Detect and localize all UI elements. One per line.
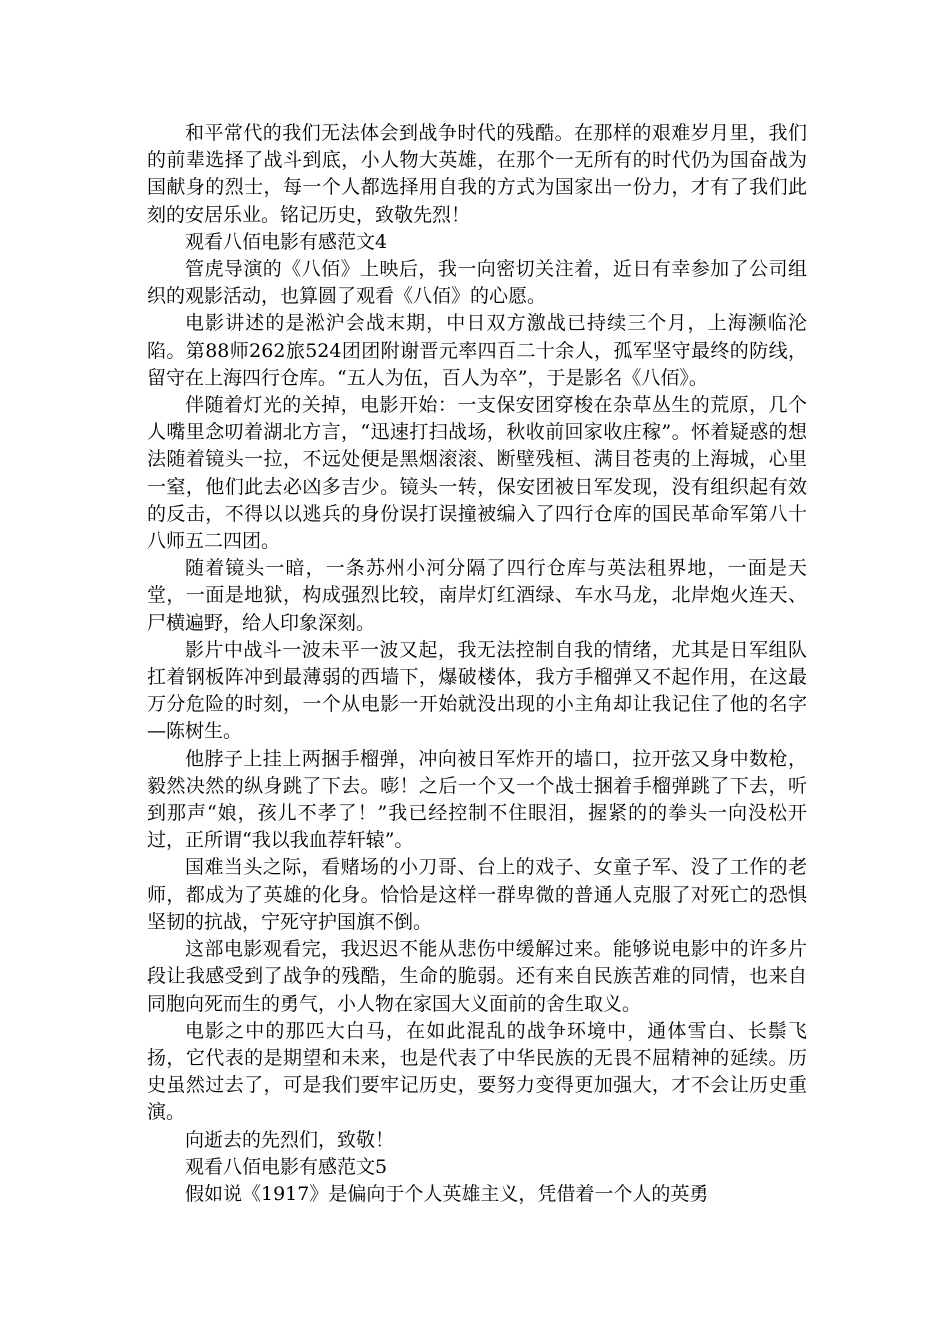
paragraph-reflection: 这部电影观看完，我迟迟不能从悲伤中缓解过来。能够说电影中的许多片段让我感受到了战争的残酷，生命的脆弱。还有来自民族苦难的同情，也来自同胞向死而生的勇气，小人物在家国大义面前的舍生取义。 [147, 938, 807, 1015]
paragraph-white-horse: 电影之中的那匹大白马，在如此混乱的战争环境中，通体雪白、长鬃飞扬，它代表的是期望和未来，也是代表了中华民族的无畏不屈精神的延续。历史虽然过去了，可是我们要牢记历史，要努力变得更加强大，才不会让历史重演。 [147, 1019, 807, 1124]
paragraph-battle: 影片中战斗一波未平一波又起，我无法控制自我的情绪，尤其是日军组队扛着钢板阵冲到最薄弱的西墙下，爆破楼体，我方手榴弹又不起作用，在这最万分危险的时刻，一个从电影一开始就没出现的小主角却让我记住了他的名字—陈树生。 [147, 638, 807, 743]
paragraph-background: 电影讲述的是淞沪会战末期，中日双方激战已持续三个月，上海濒临沦陷。第88师262旅524团团附谢晋元率四百二十余人，孤军坚守最终的防线，留守在上海四行仓库。“五人为伍，百人为卒”，于是影名《八佰》。 [147, 312, 807, 389]
section-heading-essay-5: 观看八佰电影有感范文5 [185, 1155, 388, 1178]
paragraph-salute: 向逝去的先烈们，致敬！ [185, 1128, 395, 1151]
document-body [147, 120, 807, 1208]
paragraph-opening-scene: 伴随着灯光的关掉，电影开始：一支保安团穿梭在杂草丛生的荒原，几个人嘴里念叨着湖北方言，“迅速打扫战场，秋收前回家收庄稼”。怀着疑惑的想法随着镜头一拉，不远处便是黑烟滚滚、断壁残桓、满目苍夷的上海城，心里一窒，他们此去必凶多吉少。镜头一转，保安团被日军发现，没有组织起有效的反击，不得以以逃兵的身份误打误撞被编入了四行仓库的国民革命军第八十八师五二四团。 [147, 394, 807, 553]
paragraph-closing-tribute: 和平常代的我们无法体会到战争时代的残酷。在那样的艰难岁月里，我们的前辈选择了战斗到底，小人物大英雄，在那个一无所有的时代仍为国奋战为国献身的烈士，每一个人都选择用自我的方式为国家出一份力，才有了我们此刻的安居乐业。铭记历史，致敬先烈！ [147, 122, 807, 226]
paragraph-ordinary-heroes: 国难当头之际，看赌场的小刀哥、台上的戏子、女童子军、没了工作的老师，都成为了英雄的化身。恰恰是这样一群卑微的普通人克服了对死亡的恐惧坚韧的抗战，宁死守护国旗不倒。 [147, 856, 807, 933]
paragraph-essay-5-start: 假如说《1917》是偏向于个人英雄主义，凭借着一个人的英勇 [185, 1182, 709, 1205]
section-heading-essay-4: 观看八佰电影有感范文4 [185, 230, 388, 253]
paragraph-sacrifice: 他脖子上挂上两捆手榴弹，冲向被日军炸开的墙口，拉开弦又身中数枪，毅然决然的纵身跳了下去。嘭！之后一个又一个战士捆着手榴弹跳了下去，听到那声“娘，孩儿不孝了！”我已经控制不住眼泪，握紧的的拳头一向没松开过，正所谓“我以我血荐轩辕”。 [147, 747, 807, 852]
paragraph-river-contrast: 随着镜头一暗，一条苏州小河分隔了四行仓库与英法租界地，一面是天堂，一面是地狱，构成强烈比较，南岸灯红酒绿、车水马龙，北岸炮火连天、尸横遍野，给人印象深刻。 [147, 557, 807, 634]
paragraph-intro: 管虎导演的《八佰》上映后，我一向密切关注着，近日有幸参加了公司组织的观影活动，也算圆了观看《八佰》的心愿。 [147, 258, 807, 308]
